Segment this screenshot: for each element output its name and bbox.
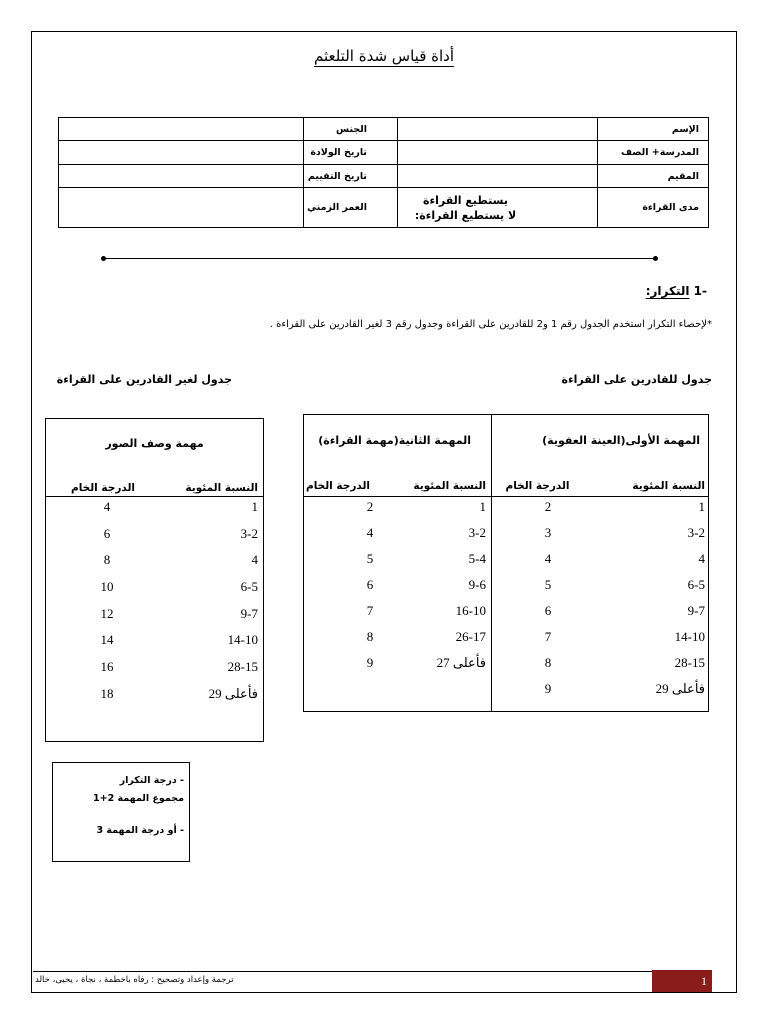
raw-score-cell: 9 — [544, 681, 552, 696]
title-wrapper — [0, 46, 768, 65]
raw-score-cell: 3 — [544, 525, 552, 540]
percentile-cell: 4 — [251, 552, 258, 568]
percentile-cell: 5-4 — [468, 551, 486, 566]
raw-score-cell: 4 — [366, 525, 374, 540]
score-summary-box — [52, 762, 190, 862]
unable-readers-heading: جدول لغير القادرين على القراءة — [56, 373, 232, 386]
info-row-evaluator — [59, 165, 709, 188]
raw-score-cell: 2 — [544, 499, 552, 514]
evaluator-label: المقيم — [598, 165, 709, 188]
eval-date-value-cell — [59, 165, 304, 188]
score-box-line-2: مجموع المهمة 2+1 — [93, 793, 184, 804]
task1-raw-column — [518, 494, 578, 702]
percentile-cell: 3-2 — [468, 525, 486, 540]
cannot-read-option: لا يستطيع القراءة: — [414, 208, 517, 222]
school-grade-value-cell — [398, 141, 598, 165]
raw-score-cell: 7 — [544, 629, 552, 644]
section-title: التكرار: — [645, 284, 690, 298]
section-heading — [646, 284, 707, 298]
task2-percentile-column — [404, 494, 486, 676]
raw-score-cell: 16 — [100, 659, 114, 675]
task3-raw-column — [77, 494, 137, 708]
task3-percentile-column — [166, 494, 258, 708]
raw-score-cell: 5 — [366, 551, 374, 566]
footer-credits: ترجمة وإعداد وتصحيح : رفاه باخطمة ، نجاة ، يحيى، خالد — [35, 975, 234, 985]
task2-raw-header: الدرجة الخام — [306, 480, 370, 492]
task2-title: المهمة الثانية(مهمة القراءة) — [318, 434, 471, 447]
task-column-divider — [491, 415, 492, 711]
section-number: 1- — [693, 284, 707, 298]
task3-percentile-header: النسبة المئوية — [185, 482, 258, 494]
raw-score-cell: 9 — [366, 655, 374, 670]
age-label: العمر الزمني — [304, 188, 398, 228]
reading-options-cell — [398, 188, 598, 228]
score-box-line-1: - درجة التكرار — [119, 775, 184, 786]
raw-score-cell: 5 — [544, 577, 552, 592]
percentile-cell: 9-6 — [468, 577, 486, 592]
section-divider — [103, 258, 655, 259]
percentile-cell: 28-15 — [227, 659, 258, 675]
raw-score-cell: 4 — [103, 499, 111, 514]
page-number: 1 — [652, 970, 712, 992]
page-title: أداة قياس شدة التلعثم — [313, 47, 455, 65]
task2-percentile-header: النسبة المئوية — [413, 480, 486, 492]
info-row-school — [59, 141, 709, 165]
percentile-cell: 29 فأعلى — [208, 685, 258, 701]
raw-score-cell: 10 — [100, 579, 114, 595]
percentile-cell: 29 فأعلى — [655, 681, 705, 696]
info-row-reading — [59, 188, 709, 228]
percentile-cell: 6-5 — [240, 579, 258, 595]
birth-date-label: تاريخ الولادة — [304, 141, 398, 165]
gender-label: الجنس — [304, 118, 398, 141]
eval-date-label: تاريخ التقييم — [304, 165, 398, 188]
evaluator-value-cell — [398, 165, 598, 188]
percentile-cell: 4 — [698, 551, 705, 566]
percentile-cell: 1 — [251, 499, 258, 514]
percentile-cell: 1 — [479, 499, 486, 514]
raw-score-cell: 14 — [100, 632, 114, 648]
percentile-cell: 1 — [698, 499, 705, 514]
instructions-note: *لإحصاء التكرار استخدم الجدول رقم 1 و2 للقادرين على القراءة وجدول رقم 3 لغير القادرين على القراءة . — [269, 319, 712, 330]
able-readers-heading: جدول للقادرين على القراءة — [561, 373, 712, 386]
score-box-line-3: - أو درجة المهمة 3 — [96, 825, 184, 836]
task1-title: المهمة الأولى(العينة العفوية) — [542, 434, 700, 447]
task1-raw-header: الدرجة الخام — [505, 480, 570, 492]
info-row-name — [59, 118, 709, 141]
info-table — [58, 117, 709, 228]
raw-score-cell: 8 — [366, 629, 374, 644]
able-readers-table — [303, 414, 709, 712]
task3-raw-header: الدرجة الخام — [71, 482, 135, 494]
percentile-cell: 14-10 — [227, 632, 258, 648]
divider-dot-right — [653, 256, 658, 261]
divider-dot-left — [101, 256, 106, 261]
reading-range-label: مدى القراءة — [598, 188, 709, 228]
task3-title: مهمة وصف الصور — [105, 437, 204, 450]
percentile-cell: 6-5 — [687, 577, 705, 592]
raw-score-cell: 6 — [103, 525, 111, 541]
percentile-cell: 9-7 — [240, 605, 258, 621]
raw-score-cell: 6 — [544, 603, 552, 618]
gender-value-cell — [59, 118, 304, 141]
percentile-cell: 14-10 — [674, 629, 705, 644]
percentile-cell: 28-15 — [674, 655, 705, 670]
school-grade-label: المدرسة+ الصف — [598, 141, 709, 165]
task2-raw-column — [340, 494, 400, 676]
unable-readers-table — [45, 418, 264, 742]
birth-date-value-cell — [59, 141, 304, 165]
raw-score-cell: 12 — [100, 605, 114, 621]
raw-score-cell: 4 — [544, 551, 552, 566]
percentile-cell: 27 فأعلى — [436, 655, 486, 670]
percentile-cell: 16-10 — [455, 603, 486, 618]
percentile-cell: 3-2 — [240, 525, 258, 541]
name-label: الإسم — [598, 118, 709, 141]
age-value-cell — [59, 188, 304, 228]
raw-score-cell: 18 — [100, 685, 114, 701]
percentile-cell: 26-17 — [455, 629, 486, 644]
raw-score-cell: 8 — [544, 655, 552, 670]
raw-score-cell: 7 — [366, 603, 374, 618]
raw-score-cell: 8 — [103, 552, 111, 568]
can-read-option: يستطيع القراءة — [423, 193, 508, 207]
name-value-cell — [398, 118, 598, 141]
percentile-cell: 9-7 — [687, 603, 705, 618]
raw-score-cell: 2 — [366, 499, 374, 514]
task1-percentile-header: النسبة المئوية — [632, 480, 705, 492]
percentile-cell: 3-2 — [687, 525, 705, 540]
task1-percentile-column — [604, 494, 705, 702]
raw-score-cell: 6 — [366, 577, 374, 592]
footer-rule — [33, 971, 653, 972]
